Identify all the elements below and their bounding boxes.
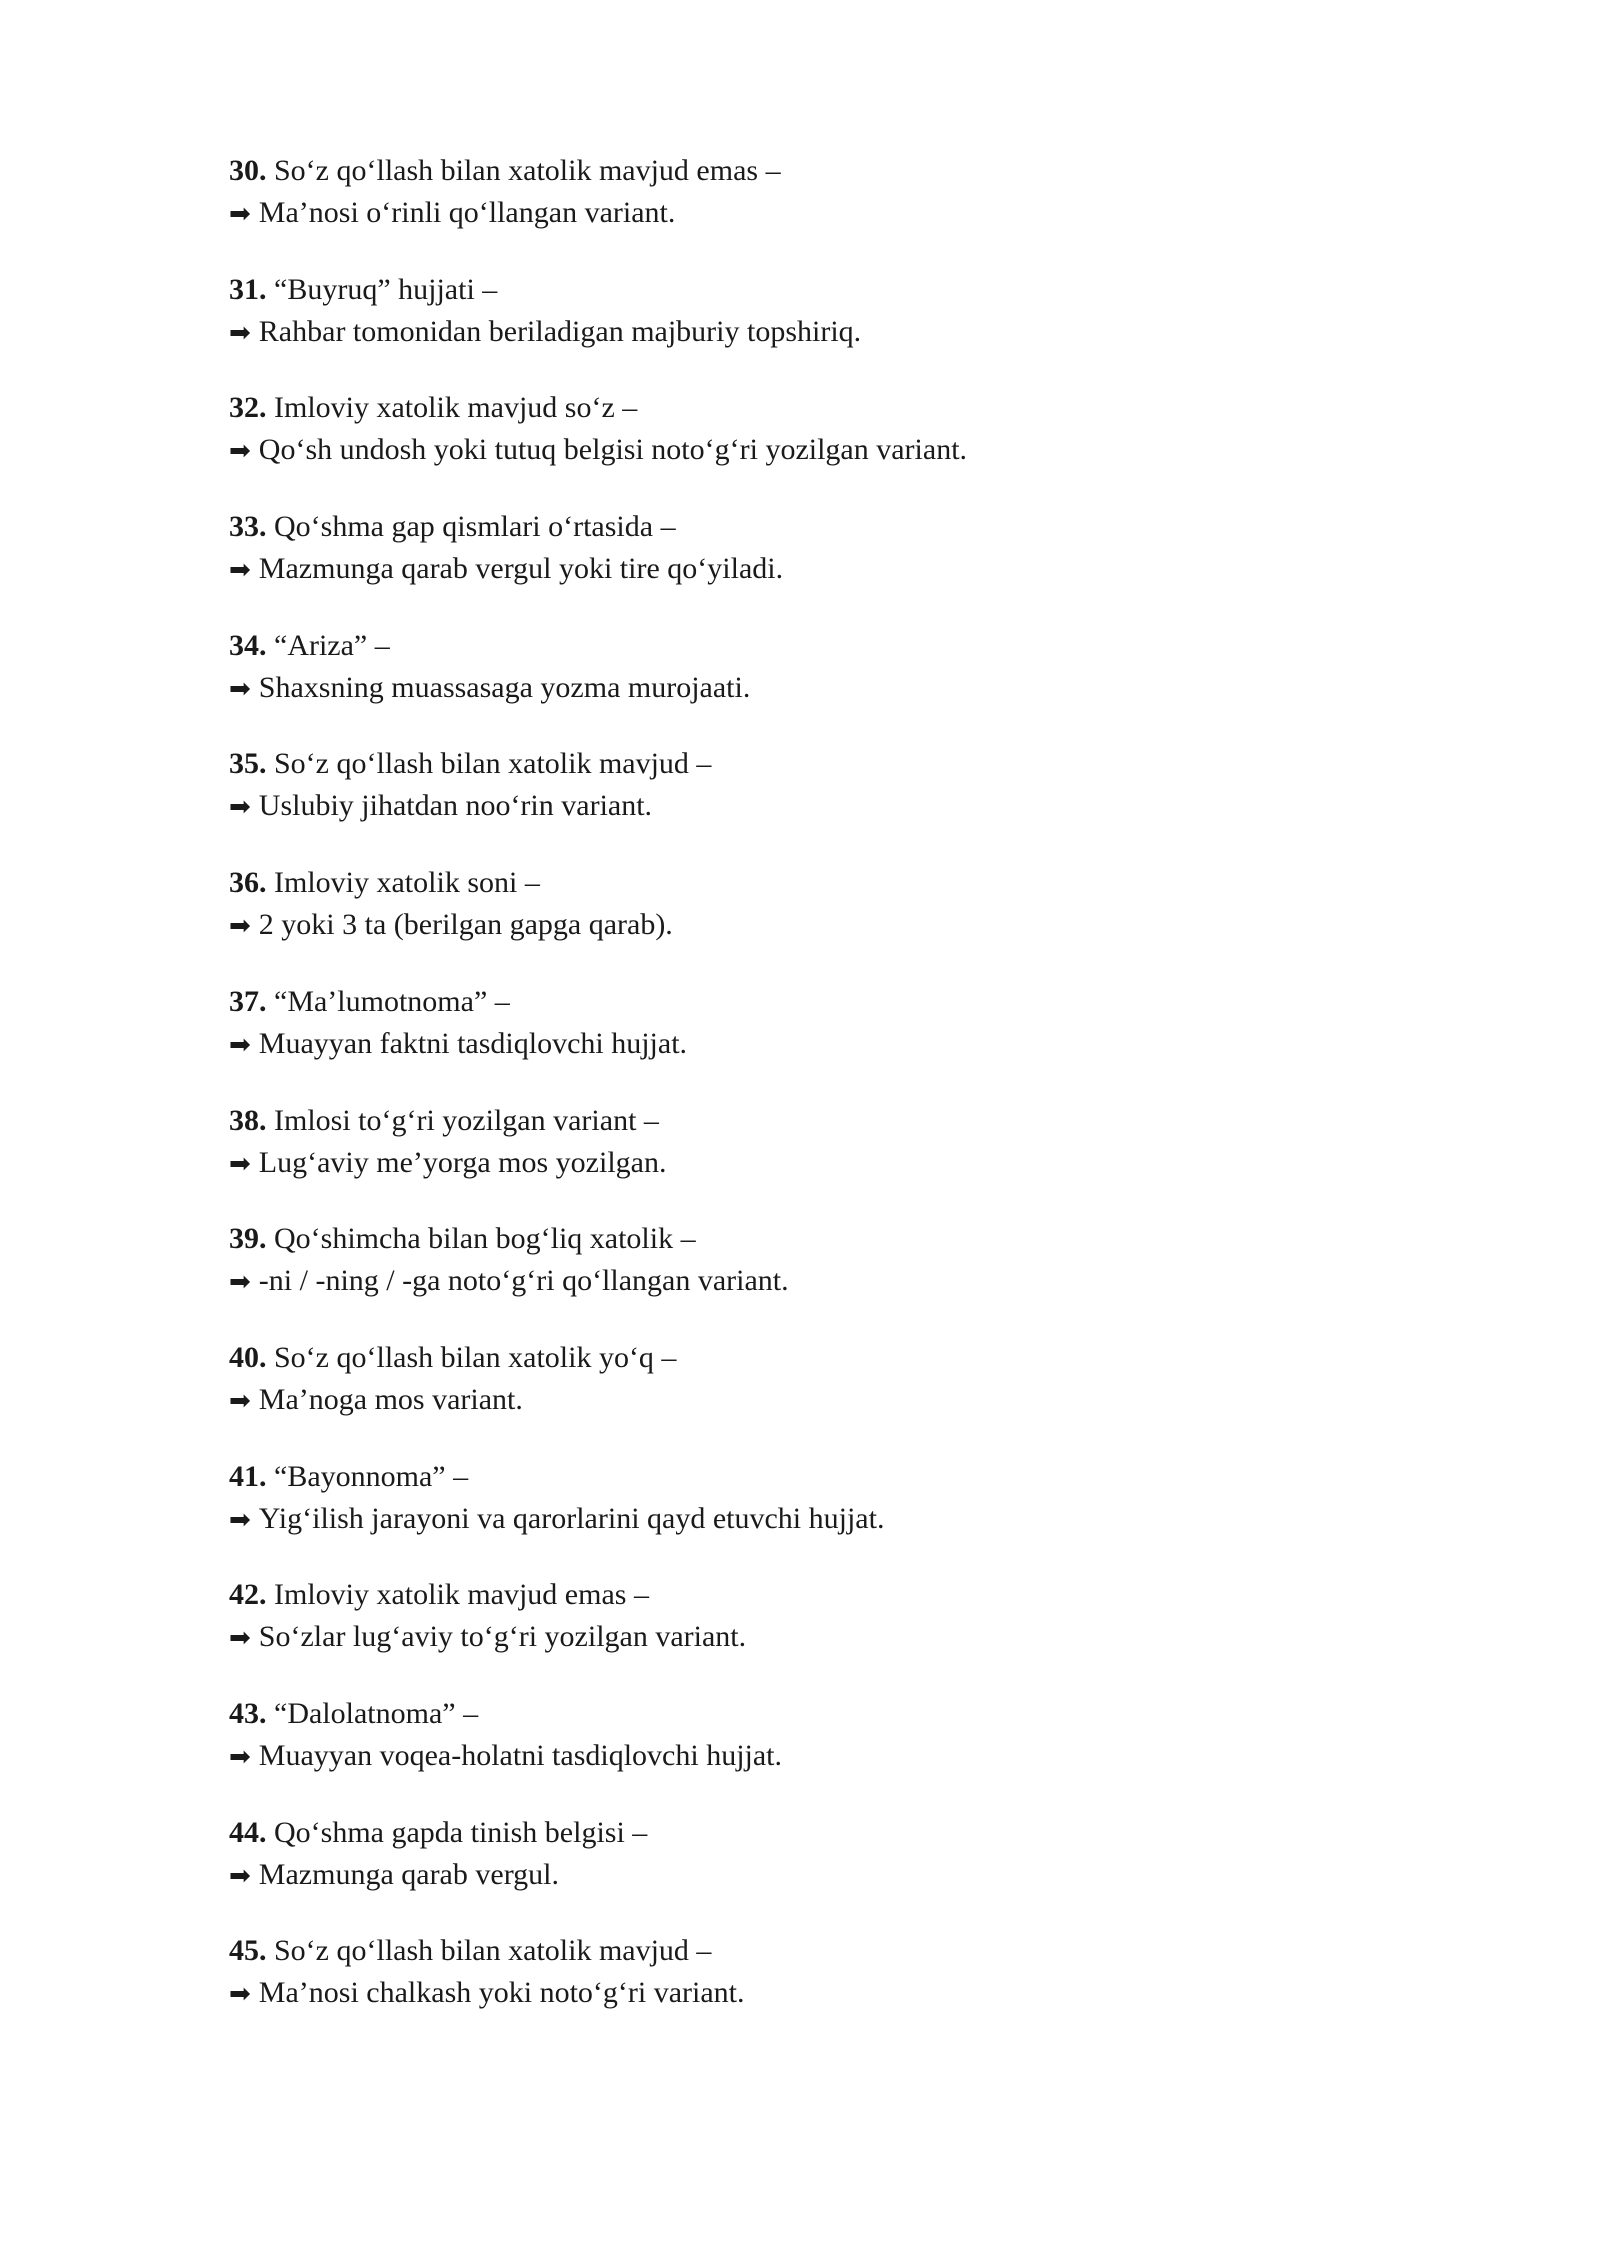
question-line (229, 1337, 1429, 1379)
item-number: 35. (229, 747, 267, 781)
answer-text: So‘zlar lug‘aviy to‘g‘ri yozilgan variant. (258, 1620, 747, 1654)
question-text: “Dalolatnoma” – (274, 1696, 479, 1730)
question-line (229, 387, 1429, 429)
answer-line (229, 1616, 1429, 1659)
question-line (229, 150, 1429, 192)
right-arrow-icon: ➡ (229, 1267, 251, 1298)
question-line (229, 1930, 1429, 1972)
answer-line (229, 904, 1429, 947)
question-text: Qo‘shimcha bilan bog‘liq xatolik – (274, 1222, 696, 1256)
answer-text: Ma’nosi chalkash yoki noto‘g‘ri variant. (258, 1976, 745, 2010)
question-text: So‘z qo‘llash bilan xatolik yo‘q – (274, 1340, 677, 1374)
right-arrow-icon: ➡ (229, 555, 251, 586)
answer-text: 2 yoki 3 ta (berilgan gapga qarab). (258, 908, 673, 942)
right-arrow-icon: ➡ (229, 436, 251, 467)
question-line (229, 1693, 1429, 1735)
answer-line (229, 548, 1429, 591)
answer-text: Ma’noga mos variant. (258, 1382, 523, 1416)
item-number: 43. (229, 1696, 267, 1730)
question-text: Qo‘shma gap qismlari o‘rtasida – (274, 510, 676, 544)
question-text: Imloviy xatolik mavjud so‘z – (274, 391, 638, 425)
answer-text: Yig‘ilish jarayoni va qarorlarini qayd etuvchi hujjat. (258, 1501, 885, 1535)
item-number: 37. (229, 984, 267, 1018)
right-arrow-icon: ➡ (229, 1860, 251, 1891)
question-text: “Bayonnoma” – (274, 1459, 469, 1493)
answer-text: -ni / -ning / -ga noto‘g‘ri qo‘llangan variant. (258, 1264, 789, 1298)
item-number: 41. (229, 1459, 267, 1493)
right-arrow-icon: ➡ (229, 673, 251, 704)
question-text: Imloviy xatolik mavjud emas – (274, 1578, 649, 1612)
right-arrow-icon: ➡ (229, 1148, 251, 1179)
question-line (229, 269, 1429, 311)
question-text: So‘z qo‘llash bilan xatolik mavjud – (274, 1934, 712, 1968)
question-line (229, 1574, 1429, 1616)
answer-text: Mazmunga qarab vergul yoki tire qo‘yiladi. (258, 552, 784, 586)
question-text: “Buyruq” hujjati – (274, 272, 498, 306)
right-arrow-icon: ➡ (229, 199, 251, 229)
answer-line (229, 1498, 1429, 1541)
item-number: 33. (229, 510, 267, 544)
list-item (229, 1100, 1429, 1184)
right-arrow-icon: ➡ (229, 1029, 251, 1060)
answer-text: Qo‘sh undosh yoki tutuq belgisi noto‘g‘ri yozilgan variant. (258, 433, 968, 467)
list-item (229, 1456, 1429, 1540)
item-number: 31. (229, 272, 267, 306)
answer-text: Ma’nosi o‘rinli qo‘llangan variant. (258, 196, 676, 229)
right-arrow-icon: ➡ (229, 1623, 251, 1654)
answer-line (229, 1735, 1429, 1778)
question-line (229, 1218, 1429, 1260)
list-item (229, 387, 1429, 471)
answer-line (229, 429, 1429, 472)
answer-text: Mazmunga qarab vergul. (258, 1857, 559, 1891)
item-number: 36. (229, 866, 267, 900)
item-number: 40. (229, 1340, 267, 1374)
answer-line (229, 1260, 1429, 1303)
item-number: 38. (229, 1103, 267, 1137)
question-text: So‘z qo‘llash bilan xatolik mavjud – (274, 747, 712, 781)
list-item (229, 1337, 1429, 1421)
question-line (229, 506, 1429, 548)
answer-line (229, 1854, 1429, 1897)
right-arrow-icon: ➡ (229, 317, 251, 348)
right-arrow-icon: ➡ (229, 1504, 251, 1535)
question-line (229, 1456, 1429, 1498)
answer-line (229, 1379, 1429, 1422)
list-item (229, 1574, 1429, 1658)
item-number: 34. (229, 628, 267, 662)
item-number: 39. (229, 1222, 267, 1256)
answer-line (229, 1023, 1429, 1066)
answer-text: Rahbar tomonidan beriladigan majburiy topshiriq. (258, 314, 862, 348)
item-number: 44. (229, 1815, 267, 1849)
right-arrow-icon: ➡ (229, 792, 251, 823)
list-item (229, 1693, 1429, 1777)
question-text: “Ma’lumotnoma” – (274, 984, 510, 1018)
list-item (229, 1930, 1429, 2014)
question-line (229, 862, 1429, 904)
answer-text: Shaxsning muassasaga yozma murojaati. (258, 670, 751, 704)
item-number: 30. (229, 154, 267, 187)
question-text: Imlosi to‘g‘ri yozilgan variant – (274, 1103, 659, 1137)
question-line (229, 1812, 1429, 1854)
question-line (229, 625, 1429, 667)
answer-list (229, 150, 1429, 2049)
list-item (229, 1812, 1429, 1896)
list-item (229, 150, 1429, 234)
question-text: Imloviy xatolik soni – (274, 866, 540, 900)
question-line (229, 1100, 1429, 1142)
list-item (229, 625, 1429, 709)
question-line (229, 981, 1429, 1023)
question-text: So‘z qo‘llash bilan xatolik mavjud emas – (274, 154, 781, 187)
answer-line (229, 667, 1429, 710)
right-arrow-icon: ➡ (229, 911, 251, 942)
item-number: 32. (229, 391, 267, 425)
right-arrow-icon: ➡ (229, 1979, 251, 2010)
list-item (229, 1218, 1429, 1302)
item-number: 45. (229, 1934, 267, 1968)
list-item (229, 269, 1429, 353)
answer-text: Lug‘aviy me’yorga mos yozilgan. (258, 1145, 667, 1179)
question-text: “Ariza” – (274, 628, 390, 662)
answer-line (229, 785, 1429, 828)
answer-line (229, 1142, 1429, 1185)
answer-text: Uslubiy jihatdan noo‘rin variant. (258, 789, 653, 823)
answer-text: Muayyan voqea-holatni tasdiqlovchi hujjat. (258, 1738, 783, 1772)
answer-text: Muayyan faktni tasdiqlovchi hujjat. (258, 1026, 688, 1060)
right-arrow-icon: ➡ (229, 1741, 251, 1772)
list-item (229, 743, 1429, 827)
answer-line (229, 1972, 1429, 2015)
question-text: Qo‘shma gapda tinish belgisi – (274, 1815, 648, 1849)
list-item (229, 981, 1429, 1065)
right-arrow-icon: ➡ (229, 1385, 251, 1416)
question-line (229, 743, 1429, 785)
list-item (229, 862, 1429, 946)
list-item (229, 506, 1429, 590)
answer-line (229, 311, 1429, 354)
answer-line (229, 192, 1429, 235)
item-number: 42. (229, 1578, 267, 1612)
